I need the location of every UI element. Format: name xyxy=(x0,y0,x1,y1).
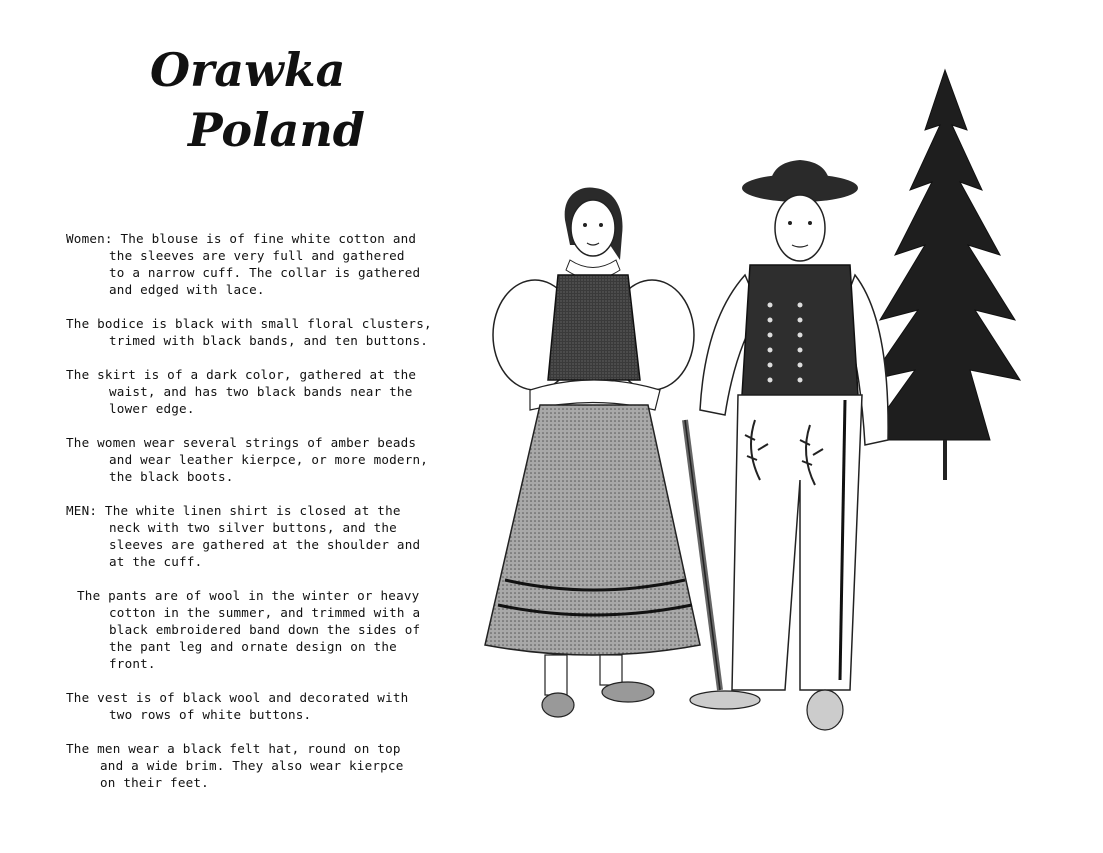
paragraph-line: waist, and has two black bands near the xyxy=(109,384,413,399)
paragraph-line: MEN: The white linen shirt is closed at the xyxy=(66,503,401,518)
paragraph-skirt xyxy=(66,366,486,417)
paragraph-line: The women wear several strings of amber beads xyxy=(66,435,417,450)
paragraph-line: the sleeves are very full and gathered xyxy=(109,248,405,263)
paragraph-women-blouse xyxy=(66,230,486,298)
paragraph-vest xyxy=(66,689,486,723)
paragraph-line: sleeves are gathered at the shoulder and xyxy=(109,537,421,552)
paragraph-line: the pant leg and ornate design on the xyxy=(109,639,397,654)
woman-figure xyxy=(485,187,700,717)
paragraph-line: at the cuff. xyxy=(109,554,203,569)
paragraph-women-beads xyxy=(66,434,486,485)
paragraph-line: black embroidered band down the sides of xyxy=(109,622,421,637)
title-line-2: Poland xyxy=(188,103,365,157)
paragraph-line: front. xyxy=(109,656,156,671)
paragraph-line: The vest is of black wool and decorated with xyxy=(66,690,409,705)
paragraph-line: the black boots. xyxy=(109,469,234,484)
paragraph-men-shirt xyxy=(66,502,486,570)
paragraph-pants xyxy=(66,587,486,672)
paragraph-line: and edged with lace. xyxy=(109,282,265,297)
paragraph-line: The men wear a black felt hat, round on top xyxy=(66,741,401,756)
paragraph-line: on their feet. xyxy=(100,775,209,790)
paragraph-line: two rows of white buttons. xyxy=(109,707,312,722)
description-text xyxy=(66,230,486,808)
paragraph-line: lower edge. xyxy=(109,401,195,416)
paragraph-line: to a narrow cuff. The collar is gathered xyxy=(109,265,421,280)
costume-illustration xyxy=(470,60,1070,760)
paragraph-line: and a wide brim. They also wear kierpce xyxy=(100,758,404,773)
paragraph-hat xyxy=(66,740,486,791)
paragraph-line: The pants are of wool in the winter or heavy xyxy=(77,588,420,603)
paragraph-line: cotton in the summer, and trimmed with a xyxy=(109,605,421,620)
title-line-1: Orawka xyxy=(150,43,346,97)
paragraph-line: The bodice is black with small floral clusters, xyxy=(66,316,432,331)
page-title xyxy=(150,40,365,160)
paragraph-bodice xyxy=(66,315,486,349)
man-figure xyxy=(685,160,888,730)
paragraph-line: The skirt is of a dark color, gathered at the xyxy=(66,367,417,382)
paragraph-line: trimed with black bands, and ten buttons. xyxy=(109,333,429,348)
paragraph-line: neck with two silver buttons, and the xyxy=(109,520,397,535)
paragraph-line: and wear leather kierpce, or more modern, xyxy=(109,452,429,467)
paragraph-line: Women: The blouse is of fine white cotton and xyxy=(66,231,417,246)
